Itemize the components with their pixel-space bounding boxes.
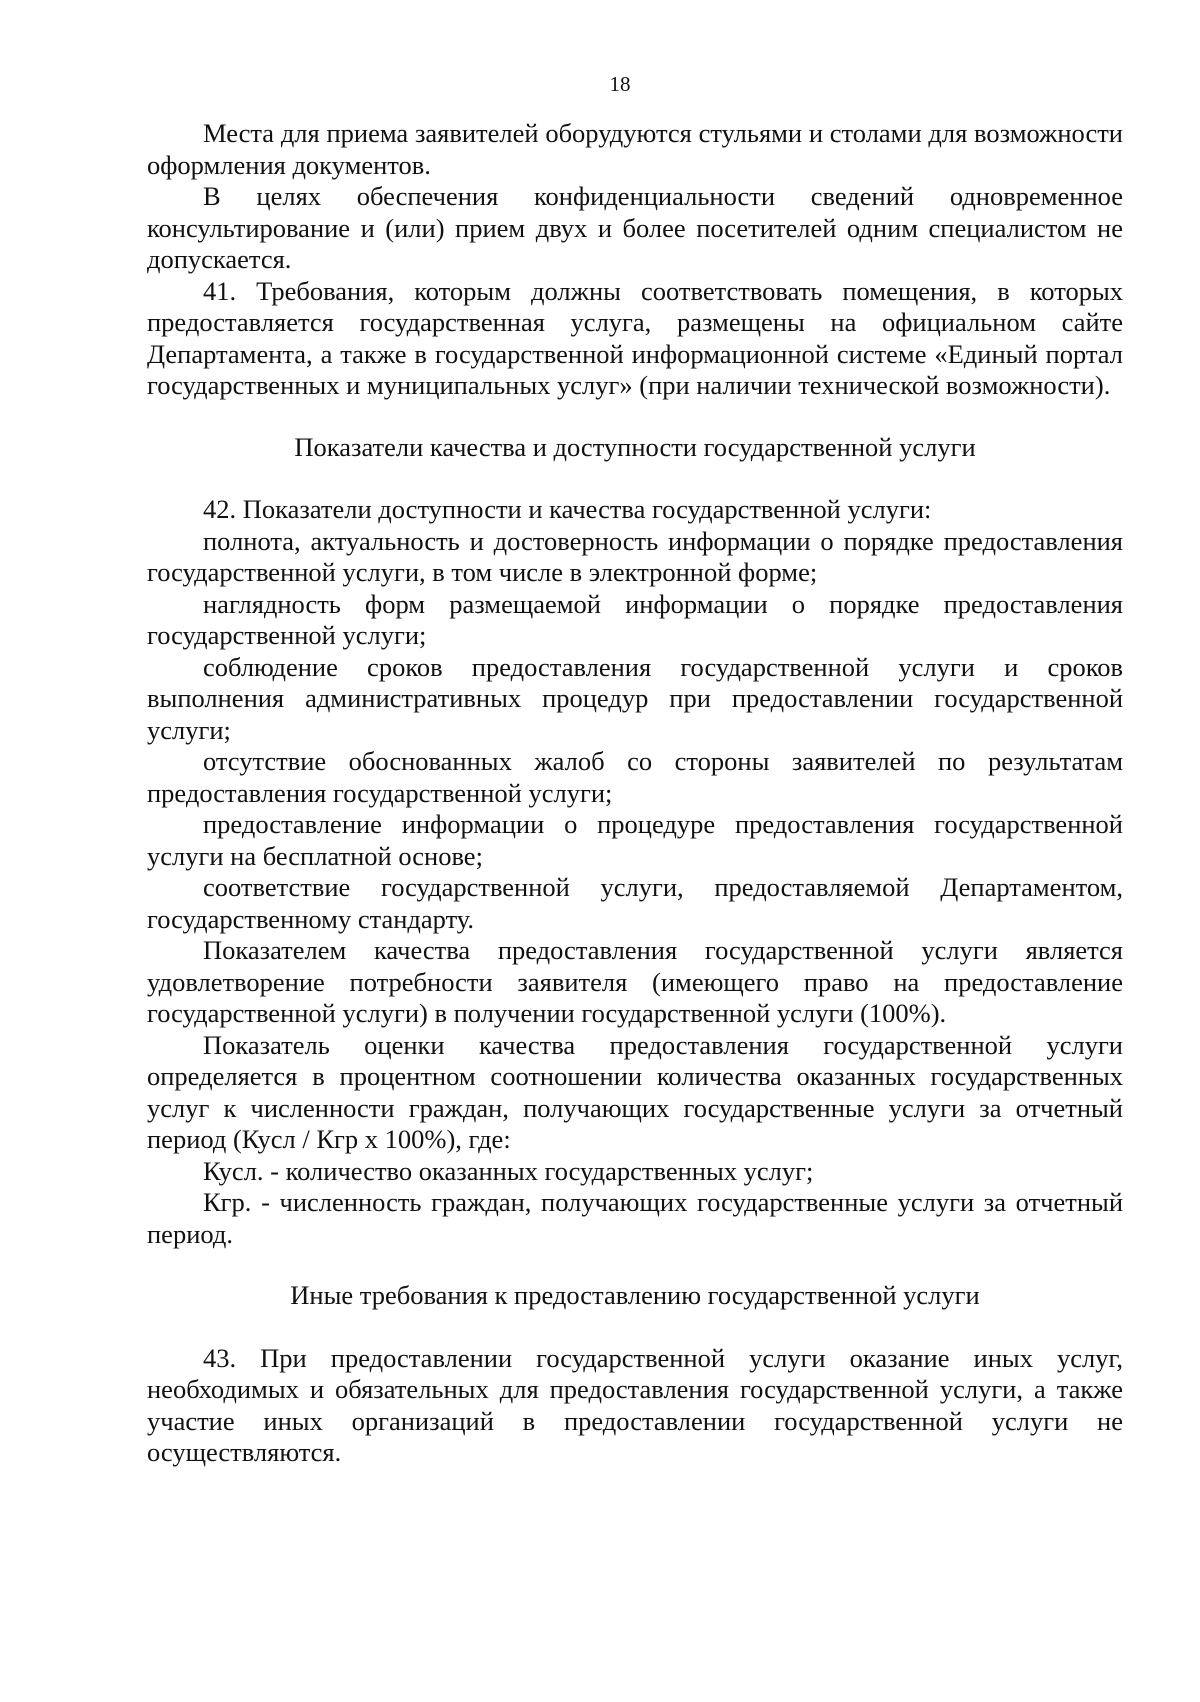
- paragraph: Места для приема заявителей оборудуются стульями и столами для возможности оформления документов.: [147, 118, 1123, 180]
- paragraph: Кусл. - количество оказанных государственных услуг;: [203, 1155, 814, 1186]
- paragraph-item-41: 41. Требования, которым должны соответствовать помещения, в которых предоставляется государственная услуга, размещены на официальном сайте Департамента, а также в государственной информационной системе «Единый портал государственных и муниципальных услуг» (при наличии технической возможности).: [147, 275, 1123, 400]
- document-body: [147, 118, 1123, 1469]
- page-number: 18: [609, 72, 631, 96]
- paragraph: соблюдение сроков предоставления государственной услуги и сроков выполнения административных процедур при предоставлении государственной услуги;: [147, 651, 1123, 745]
- section-heading-quality: Показатели качества и доступности государственной услуги: [294, 431, 976, 462]
- paragraph: соответствие государственной услуги, предоставляемой Департаментом, государственному стандарту.: [147, 872, 1123, 934]
- paragraph: наглядность форм размещаемой информации о порядке предоставления государственной услуги;: [147, 588, 1123, 650]
- paragraph-item-43: 43. При предоставлении государственной услуги оказание иных услуг, необходимых и обязательных для предоставления государственной услуги, а также участие иных организаций в предоставлении государственной услуги не осуществляются.: [147, 1342, 1123, 1467]
- paragraph: отсутствие обоснованных жалоб со стороны заявителей по результатам предоставления государственной услуги;: [147, 746, 1123, 808]
- paragraph: Кгр. - численность граждан, получающих государственные услуги за отчетный период.: [147, 1187, 1123, 1249]
- paragraph: предоставление информации о процедуре предоставления государственной услуги на бесплатной основе;: [147, 809, 1123, 871]
- paragraph: В целях обеспечения конфиденциальности сведений одновременное консультирование и (или) прием двух и более посетителей одним специалистом не допускается.: [147, 181, 1123, 274]
- section-heading-other-requirements: Иные требования к предоставлению государственной услуги: [290, 1280, 980, 1310]
- paragraph: Показателем качества предоставления государственной услуги является удовлетворение потребности заявителя (имеющего право на предоставление государственной услуги) в получении государственной услуги (100%).: [147, 935, 1123, 1028]
- paragraph: полнота, актуальность и достоверность информации о порядке предоставления государственной услуги, в том числе в электронной форме;: [147, 525, 1123, 587]
- paragraph: Показатель оценки качества предоставления государственной услуги определяется в процентном соотношении количества оказанных государственных услуг к численности граждан, получающих государственные услуги за отчетный период (Кусл / Кгр х 100%), где:: [147, 1029, 1123, 1154]
- paragraph-item-42: 42. Показатели доступности и качества государственной услуги:: [203, 494, 932, 524]
